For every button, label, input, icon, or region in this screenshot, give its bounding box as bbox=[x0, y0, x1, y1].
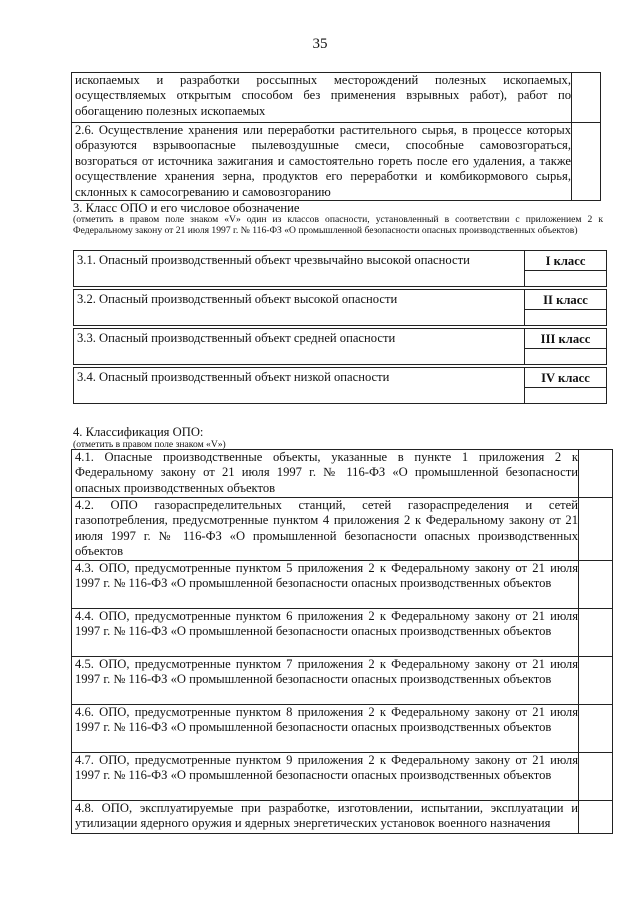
activity-table bbox=[71, 72, 601, 201]
page-number: 35 bbox=[312, 36, 328, 52]
checkbox-cell[interactable] bbox=[579, 561, 613, 609]
class-name: III класс bbox=[525, 330, 606, 349]
table-row bbox=[72, 561, 613, 609]
class-name: I класс bbox=[525, 252, 606, 271]
table-row bbox=[72, 753, 613, 801]
checkbox-cell[interactable] bbox=[579, 801, 613, 834]
table-row bbox=[72, 801, 613, 834]
classification-text: 4.7. ОПО, предусмотренные пунктом 9 приложения 2 к Федеральному закону от 21 июля 1997 г. № 116-ФЗ «О промышленной безопасности опасных производственных объектов bbox=[72, 753, 579, 801]
classification-text: 4.6. ОПО, предусмотренные пунктом 8 приложения 2 к Федеральному закону от 21 июля 1997 г. № 116-ФЗ «О промышленной безопасности опасных производственных объектов bbox=[72, 705, 579, 753]
checkbox-cell[interactable] bbox=[579, 450, 613, 498]
classification-text: 4.5. ОПО, предусмотренные пунктом 7 приложения 2 к Федеральному закону от 21 июля 1997 г. № 116-ФЗ «О промышленной безопасности опасных производственных объектов bbox=[72, 657, 579, 705]
class-cell[interactable] bbox=[524, 367, 607, 404]
class-cell[interactable] bbox=[524, 250, 607, 287]
class-label: 3.2. Опасный производственный объект высокой опасности bbox=[73, 289, 525, 326]
checkbox-cell[interactable] bbox=[579, 753, 613, 801]
class-cell[interactable] bbox=[524, 289, 607, 326]
classification-text: 4.2. ОПО газораспределительных станций, сетей газораспределения и сетей газопотребления, предусмотренные пунктом 4 приложения 2 к Федеральному закону от 21 июля 1997 г. № 116-ФЗ «О промышленной безопасности опасных производственных объектов bbox=[72, 498, 579, 561]
checkbox-cell[interactable] bbox=[579, 498, 613, 561]
checkbox-cell[interactable] bbox=[579, 609, 613, 657]
checkbox-cell[interactable] bbox=[572, 73, 601, 123]
activity-text: ископаемых и разработки россыпных месторождений полезных ископаемых, осуществляемых открытым способом без применения взрывных работ), работ по обогащению полезных ископаемых bbox=[72, 73, 572, 123]
class-cell[interactable] bbox=[524, 328, 607, 365]
classification-text: 4.1. Опасные производственные объекты, указанные в пункте 1 приложения 2 к Федеральному закону от 21 июля 1997 г. № 116-ФЗ «О промышленной безопасности опасных производственных объектов bbox=[72, 450, 579, 498]
classification-text: 4.4. ОПО, предусмотренные пунктом 6 приложения 2 к Федеральному закону от 21 июля 1997 г. № 116-ФЗ «О промышленной безопасности опасных производственных объектов bbox=[72, 609, 579, 657]
table-row bbox=[72, 73, 601, 123]
section4-note: (отметить в правом поле знаком «V») bbox=[73, 439, 226, 450]
classification-table bbox=[71, 449, 613, 834]
table-row bbox=[72, 609, 613, 657]
table-row bbox=[72, 705, 613, 753]
class-name: IV класс bbox=[525, 369, 606, 388]
section4-title: 4. Классификация ОПО: bbox=[73, 425, 204, 439]
class-row bbox=[73, 250, 607, 287]
classification-text: 4.8. ОПО, эксплуатируемые при разработке, изготовлении, испытании, эксплуатации и утилизации ядерного оружия и ядерных энергетических установок военного назначения bbox=[72, 801, 579, 834]
class-name: II класс bbox=[525, 291, 606, 310]
class-label: 3.1. Опасный производственный объект чрезвычайно высокой опасности bbox=[73, 250, 525, 287]
table-row bbox=[72, 498, 613, 561]
class-label: 3.3. Опасный производственный объект средней опасности bbox=[73, 328, 525, 365]
table-row bbox=[72, 657, 613, 705]
classification-text: 4.3. ОПО, предусмотренные пунктом 5 приложения 2 к Федеральному закону от 21 июля 1997 г. № 116-ФЗ «О промышленной безопасности опасных производственных объектов bbox=[72, 561, 579, 609]
class-row bbox=[73, 289, 607, 326]
checkbox-cell[interactable] bbox=[579, 705, 613, 753]
activity-text: 2.6. Осуществление хранения или переработки растительного сырья, в процессе которых образуются взрывоопасные пылевоздушные смеси, способные самовозгораться, возгораться от источника зажигания и самостоятельно гореть после его удаления, а также осуществление хранения зерна, продуктов его переработки и комбикормового сырья, склонных к самосогреванию и самовозгоранию bbox=[72, 123, 572, 201]
table-row bbox=[72, 450, 613, 498]
checkbox-cell[interactable] bbox=[579, 657, 613, 705]
class-row bbox=[73, 367, 607, 404]
class-row bbox=[73, 328, 607, 365]
table-row bbox=[72, 123, 601, 201]
checkbox-cell[interactable] bbox=[572, 123, 601, 201]
section3-note: (отметить в правом поле знаком «V» один из классов опасности, установленный в соответствии с приложением 2 к Федеральному закону от 21 июля 1997 г. № 116-ФЗ «О промышленной безопасности опасных производственных объектов) bbox=[73, 214, 603, 236]
section3-title: 3. Класс ОПО и его числовое обозначение bbox=[73, 201, 300, 215]
class-label: 3.4. Опасный производственный объект низкой опасности bbox=[73, 367, 525, 404]
